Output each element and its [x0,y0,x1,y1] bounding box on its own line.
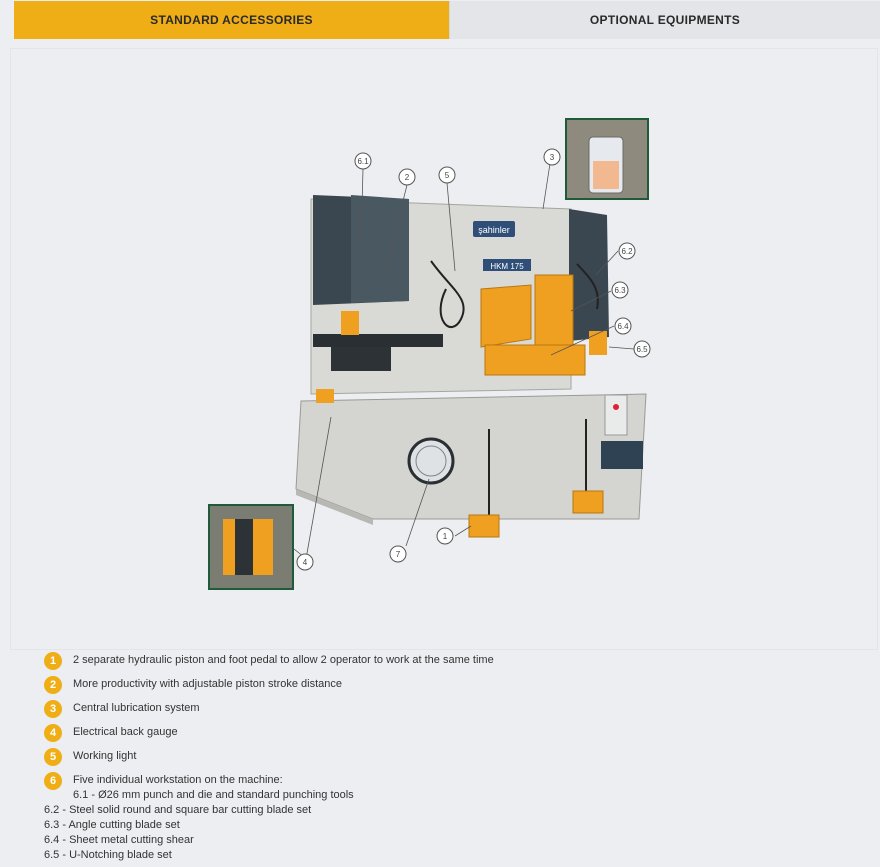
product-image-panel [10,48,878,650]
angle-cutting-station [481,285,531,347]
leader-6-5 [609,347,634,349]
tab-bar [14,1,880,39]
feature-item [44,724,864,748]
electrical-cabinet-door [601,441,643,469]
feature-number-badge: 6 [44,772,62,790]
callout-7-label: 7 [395,550,401,559]
feature-text: More productivity with adjustable piston stroke distance [73,678,343,690]
feature-text: Working light [73,750,137,762]
feature-number-badge: 5 [44,748,62,766]
feature-number-badge: 1 [44,652,62,670]
foot-pedal-2 [573,491,603,513]
callout-1-label: 1 [442,532,448,541]
feature-item [44,700,864,724]
feature-item [44,676,864,700]
callout-2-label: 2 [404,173,410,182]
feature-number-badge: 3 [44,700,62,718]
back-gauge-inset-rail [235,519,253,575]
callout-6-4-label: 6.4 [617,322,629,331]
callout-6-5-label: 6.5 [636,345,648,354]
workstation-item-6-3: 6.3 - Angle cutting blade set [44,819,180,831]
left-table [313,334,443,347]
right-column [569,209,609,341]
callout-6-1-label: 6.1 [357,157,369,166]
feature-text: Five individual workstation on the machine: [73,774,283,786]
feature-item [44,772,864,788]
brand-label: şahinler [478,225,510,235]
shear-station [485,345,585,375]
workstation-item-6-2: 6.2 - Steel solid round and square bar cutting blade set [44,804,312,816]
control-panel [605,395,627,435]
emergency-stop [613,404,619,410]
feature-item [44,748,864,772]
foot-pedal-1 [469,515,499,537]
notching-station [589,331,607,355]
feature-number-badge: 2 [44,676,62,694]
feature-item [44,652,864,676]
workstation-item-6-5: 6.5 - U-Notching blade set [44,849,172,861]
lubrication-oil [593,161,619,189]
tab-optional-equipments[interactable]: OPTIONAL EQUIPMENTS [449,1,880,39]
left-die-holder [331,347,391,371]
feature-text: Central lubrication system [73,702,200,714]
model-label: HKM 175 [490,262,524,271]
workstation-item-6-1: 6.1 - Ø26 mm punch and die and standard punching tools [73,789,354,801]
feature-number-badge: 4 [44,724,62,742]
workstation-item-6-4: 6.4 - Sheet metal cutting shear [44,834,194,846]
ironworker-machine-illustration [11,49,879,651]
callout-6-2-label: 6.2 [621,247,633,256]
callout-3-label: 3 [549,153,555,162]
tab-standard-accessories[interactable]: STANDARD ACCESSORIES [14,1,449,39]
features-list [44,652,864,863]
callout-4-label: 4 [302,558,308,567]
feature-text: 2 separate hydraulic piston and foot pedal to allow 2 operator to work at the same time [73,654,494,666]
back-gauge-box [316,389,334,403]
callout-5-label: 5 [444,171,450,180]
callout-6-3-label: 6.3 [614,286,626,295]
feature-text: Electrical back gauge [73,726,178,738]
left-punch [341,311,359,335]
